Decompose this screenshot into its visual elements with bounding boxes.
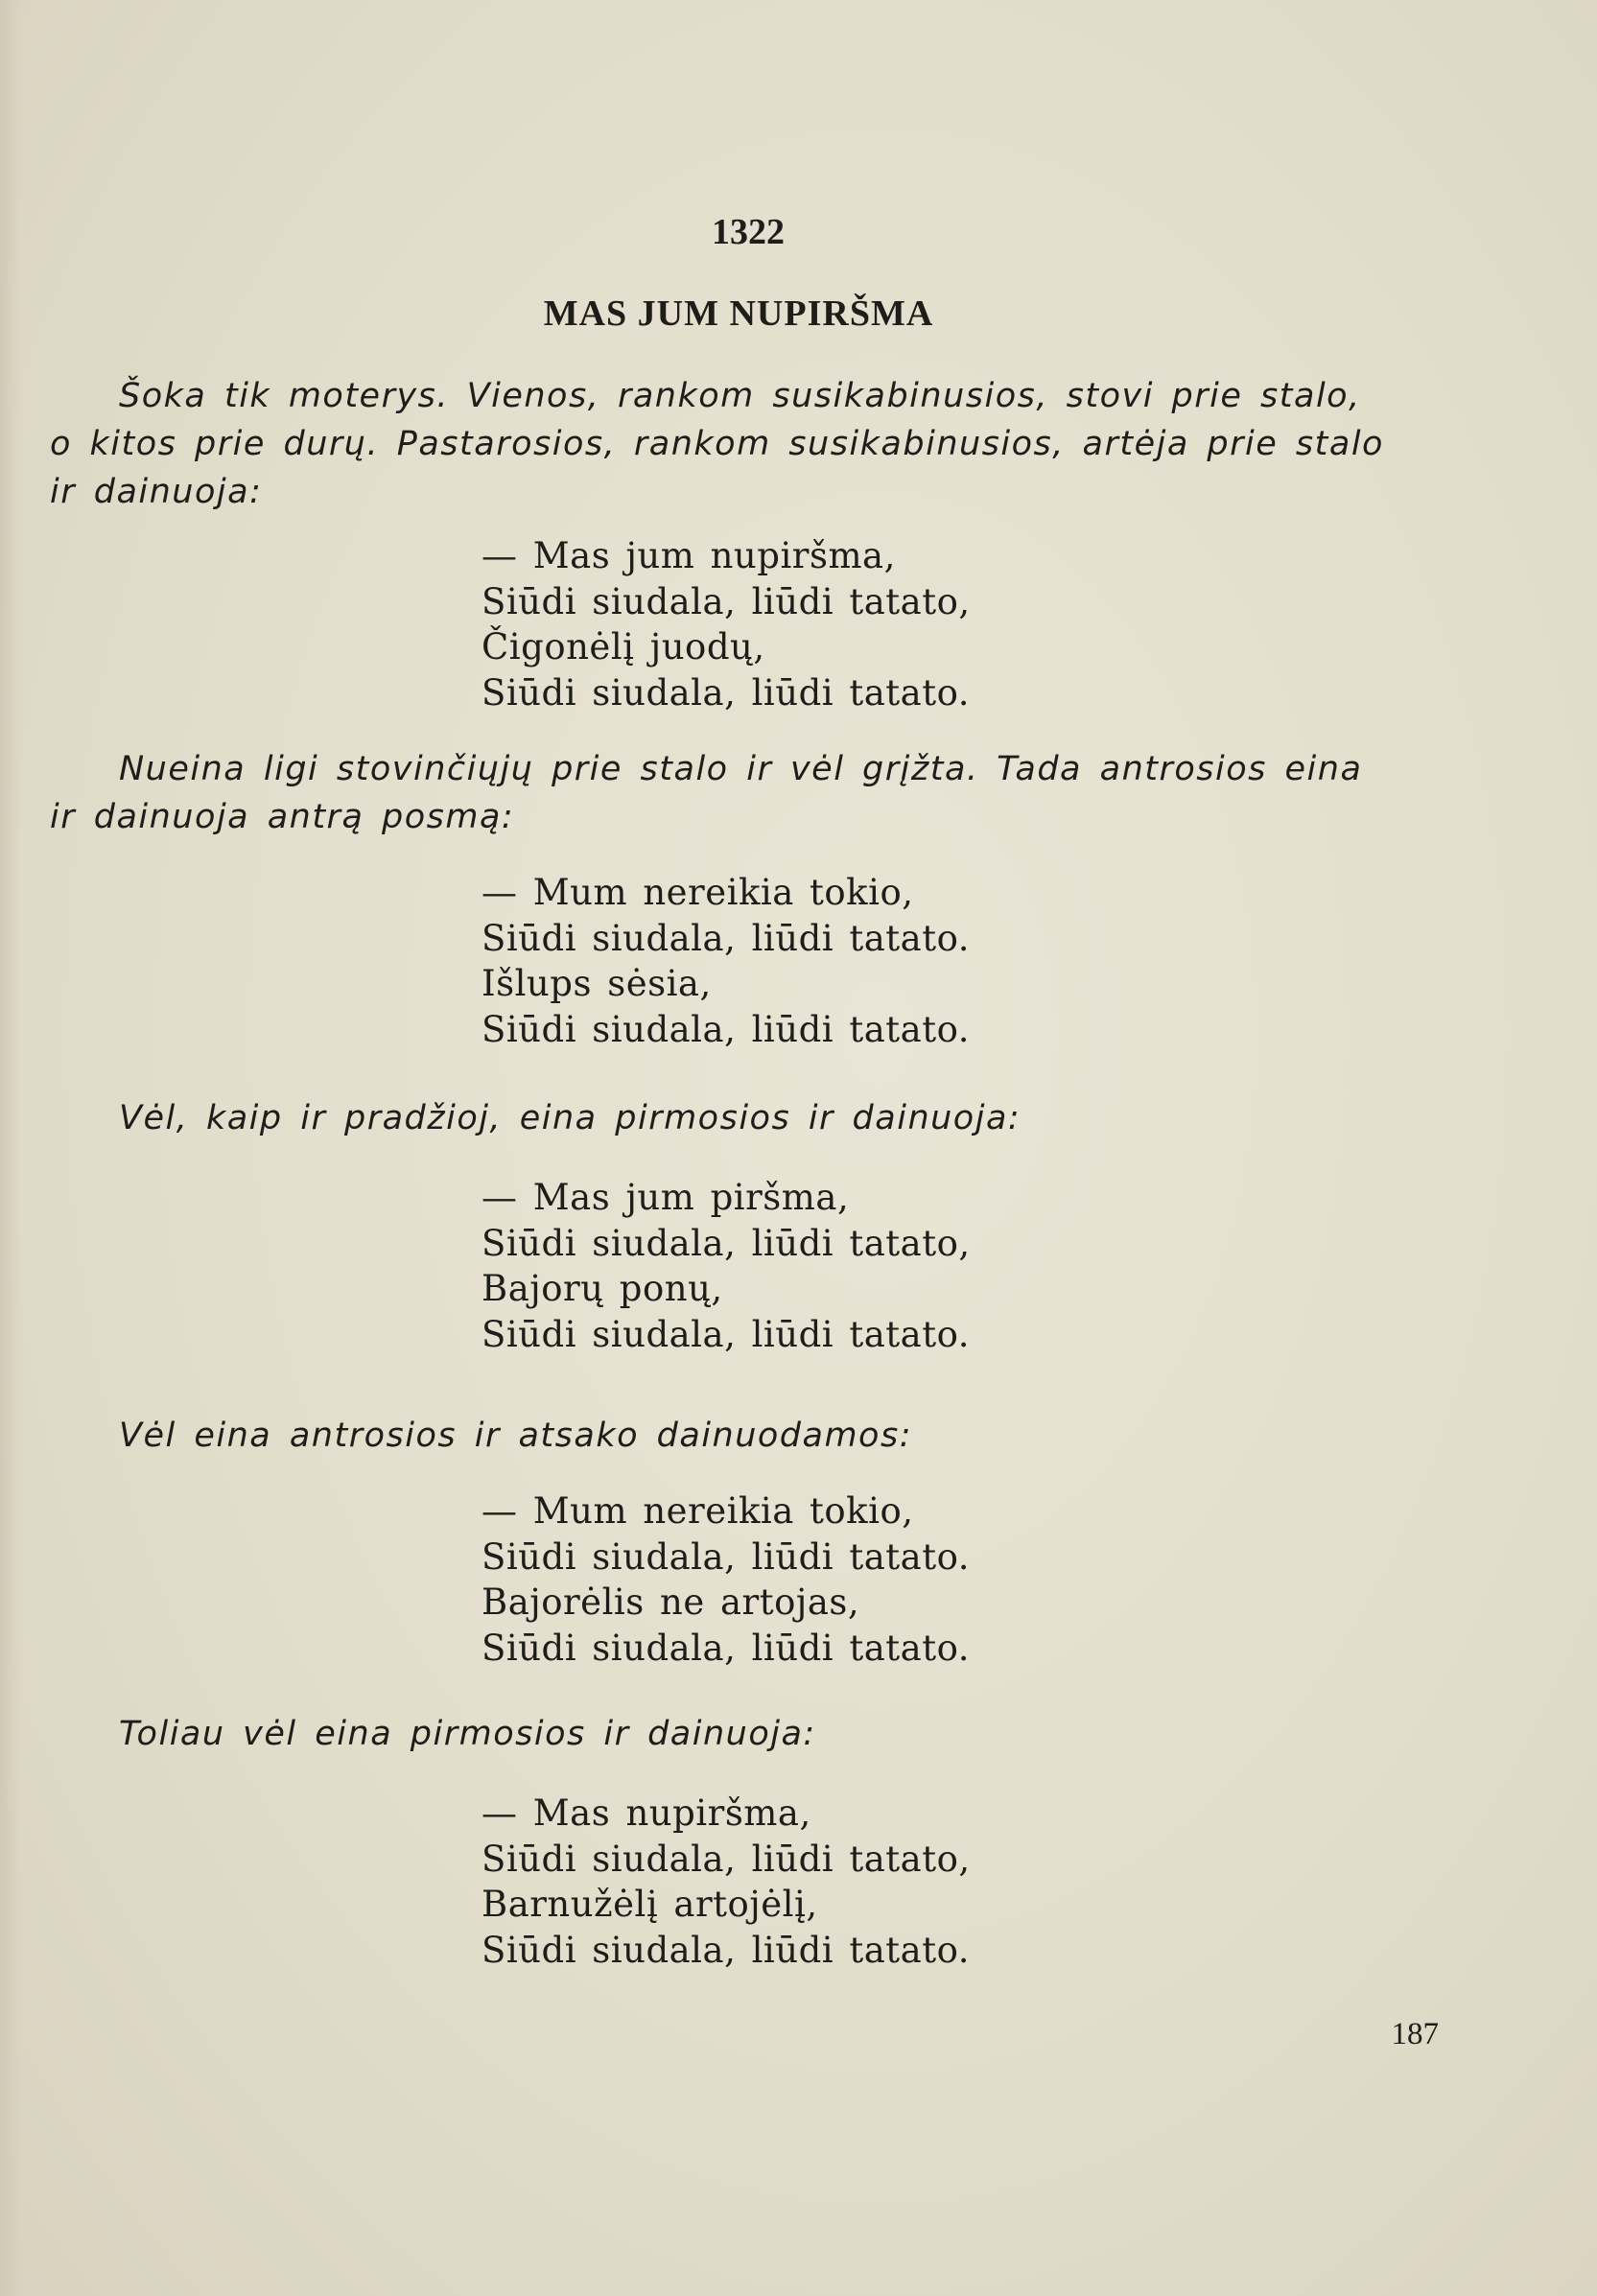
verse-line: — Mum nereikia tokio, [481, 1490, 914, 1532]
verse-line: — Mum nereikia tokio, [481, 872, 914, 913]
stage-direction-4 [50, 1412, 1441, 1460]
stage-line: Vėl eina antrosios ir atsako dainuodamos: [119, 1417, 912, 1455]
verse-line: Barnužėlį artojėlį, [481, 1884, 818, 1925]
verse-2 [481, 870, 970, 1052]
verse-line: Bajorėlis ne artojas, [481, 1581, 860, 1623]
verse-3 [481, 1175, 971, 1357]
stage-direction-5 [50, 1710, 1441, 1758]
verse-line: — Mas jum piršma, [481, 1177, 850, 1218]
stage-line: Toliau vėl eina pirmosios ir dainuoja: [119, 1715, 816, 1753]
verse-line: Siūdi siudala, liūdi tatato. [481, 1313, 970, 1355]
stage-line: ir dainuoja: [50, 473, 263, 511]
verse-line: — Mas nupiršma, [481, 1792, 811, 1834]
verse-line: Siūdi siudala, liūdi tatato, [481, 1838, 971, 1880]
verse-line: Čigonėlį juodų, [481, 626, 765, 668]
song-title: MAS JUM NUPIRŠMA [543, 293, 934, 334]
verse-line: Siūdi siudala, liūdi tatato. [481, 917, 970, 959]
stage-line: ir dainuoja antrą posmą: [50, 798, 515, 836]
stage-line: Nueina ligi stovinčiųjų prie stalo ir vėl grįžta. Tada antrosios eina [119, 750, 1363, 788]
stage-line: Šoka tik moterys. Vienos, rankom susikabinusios, stovi prie stalo, [119, 377, 1361, 415]
verse-1 [481, 533, 971, 715]
verse-line: Siūdi siudala, liūdi tatato. [481, 1535, 970, 1578]
verse-line: Siūdi siudala, liūdi tatato. [481, 1008, 970, 1050]
verse-4 [481, 1488, 970, 1671]
stage-line: o kitos prie durų. Pastarosios, rankom susikabinusios, artėja prie stalo [50, 425, 1384, 463]
page-edge-shadow [0, 0, 21, 2296]
stage-direction-3 [50, 1094, 1441, 1142]
verse-5 [481, 1791, 971, 1973]
verse-line: — Mas jum nupiršma, [481, 535, 896, 576]
stage-direction-2 [50, 745, 1441, 841]
verse-line: Bajorų ponų, [481, 1268, 723, 1309]
verse-line: Siūdi siudala, liūdi tatato. [481, 1627, 970, 1669]
verse-line: Siūdi siudala, liūdi tatato. [481, 1929, 970, 1971]
verse-line: Siūdi siudala, liūdi tatato. [481, 671, 970, 714]
verse-line: Siūdi siudala, liūdi tatato, [481, 1222, 971, 1264]
song-number: 1322 [712, 212, 785, 252]
verse-line: Siūdi siudala, liūdi tatato, [481, 580, 971, 622]
stage-line: Vėl, kaip ir pradžioj, eina pirmosios ir dainuoja: [119, 1099, 1022, 1137]
stage-direction-1 [50, 372, 1441, 516]
verse-line: Išlups sėsia, [481, 963, 712, 1004]
page-number: 187 [1391, 2017, 1439, 2051]
